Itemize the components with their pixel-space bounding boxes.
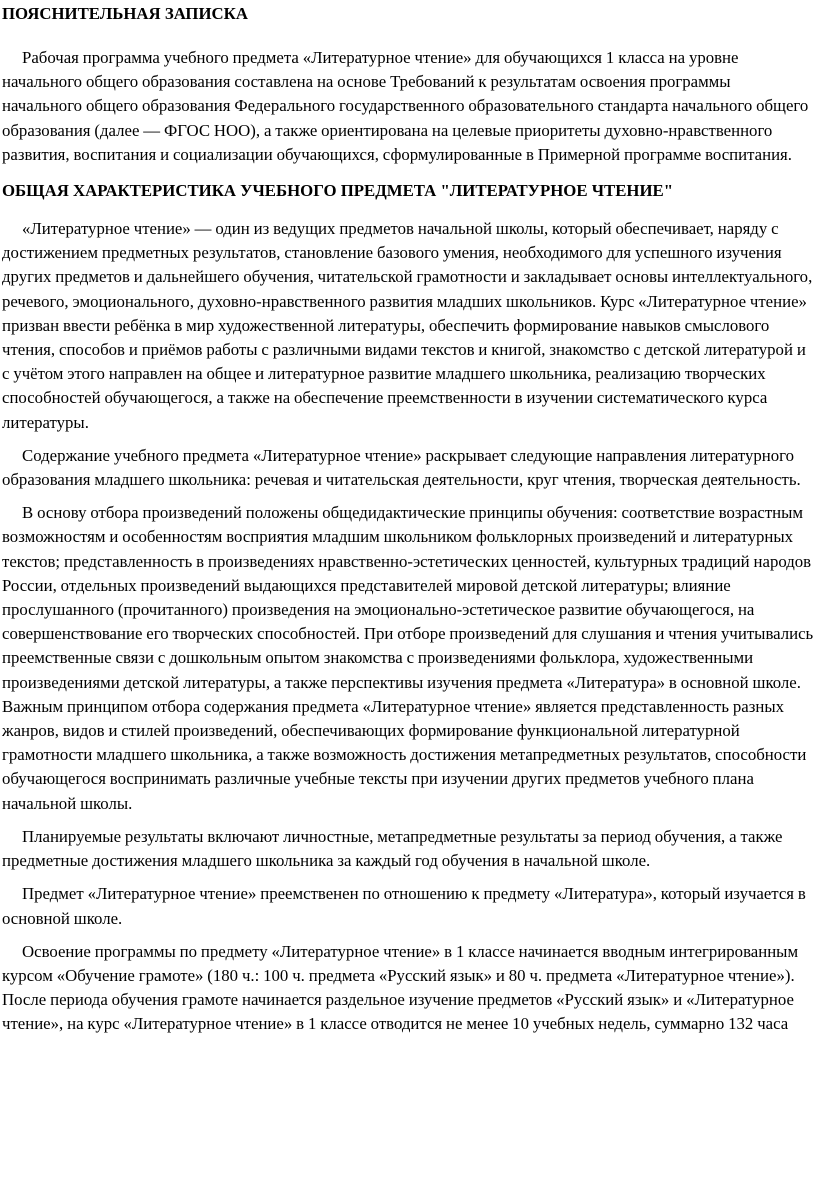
paragraph-program-basis: Рабочая программа учебного предмета «Литературное чтение» для обучающихся 1 класса на уровне начального общего образования составлена на основе Требований к результатам освоения программы начального общего образования Федерального государственного образовательного стандарта начального общего образования (далее — ФГОС НОО), а также ориентирована на целевые приоритеты духовно-нравственного развития, воспитания и социализации обучающихся, сформулированные в Примерной программе воспитания.: [2, 48, 809, 164]
paragraph-subject-role: «Литературное чтение» — один из ведущих предметов начальной школы, который обеспечивает, наряду с достижением предметных результатов, становление базового умения, необходимого для успешного изучения других предметов и дальнейшего обучения, читательской грамотности и закладывает основы интеллектуального, речевого, эмоционального, духовно-нравственного развития младших школьников. Курс «Литературное чтение» призван ввести ребёнка в мир художественной литературы, обеспечить формирование навыков смыслового чтения, способов и приёмов работы с различными видами текстов и книгой, знакомство с детской литературой и с учётом этого направлен на общее и литературное развитие младшего школьника, реализацию творческих способностей обучающегося, а также на обеспечение преемственности в изучении систематического курса литературы.: [2, 219, 813, 432]
heading-explanatory-note: ПОЯСНИТЕЛЬНАЯ ЗАПИСКА: [2, 4, 248, 23]
paragraph-selection-principles: В основу отбора произведений положены общедидактические принципы обучения: соответствие возрастным возможностям и особенностям восприятия младшим школьником фольклорных произведений и литературных текстов; представленность в произведениях нравственно-эстетических ценностей, культурных традиций народов России, отдельных произведений выдающихся представителей мировой детской литературы; влияние прослушанного (прочитанного) произведения на эмоционально-эстетическое развитие обучающегося, на совершенствование его творческих способностей. При отборе произведений для слушания и чтения учитывались преемственные связи с дошкольным опытом знакомства с произведениями фольклора, художественными произведениями детской литературы, а также перспективы изучения предмета «Литература» в основной школе. Важным принципом отбора содержания предмета «Литературное чтение» является представленность разных жанров, видов и стилей произведений, обеспечивающих формирование функциональной литературной грамотности младшего школьника, а также возможность достижения метапредметных результатов, способности обучающегося воспринимать различные учебные тексты при изучении других предметов учебного плана начальной школы.: [2, 503, 814, 813]
heading-subject-characteristics: ОБЩАЯ ХАРАКТЕРИСТИКА УЧЕБНОГО ПРЕДМЕТА "ЛИТЕРАТУРНОЕ ЧТЕНИЕ": [2, 181, 674, 201]
paragraph-planned-results: Планируемые результаты включают личностные, метапредметные результаты за период обучения, а также предметные достижения младшего школьника за каждый год обучения в начальной школе.: [2, 826, 783, 871]
paragraph-continuity: Предмет «Литературное чтение» преемственен по отношению к предмету «Литература», который изучается в основной школе.: [2, 884, 806, 928]
paragraph-content-directions: Содержание учебного предмета «Литературное чтение» раскрывает следующие направления литературного образования младшего школьника: речевая и читательская деятельности, круг чтения, творческая деятельность.: [2, 445, 801, 490]
paragraph-hours: Освоение программы по предмету «Литературное чтение» в 1 классе начинается вводным интегрированным курсом «Обучение грамоте» (180 ч.: 100 ч. предмета «Русский язык» и 80 ч. предмета «Литературное чтение»). После периода обучения грамоте начинается раздельное изучение предметов «Русский язык» и «Литературное чтение», на курс «Литературное чтение» в 1 классе отводится не менее 10 учебных недель, суммарно 132 часа: [2, 941, 799, 1034]
